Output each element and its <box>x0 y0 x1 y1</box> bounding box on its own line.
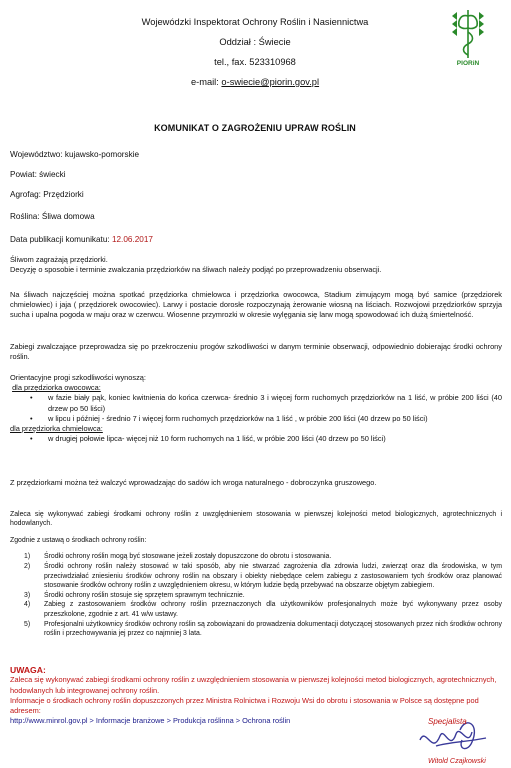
publication-date-field <box>10 235 153 244</box>
phone-fax: tel., fax. 523310968 <box>214 57 296 67</box>
intro-block <box>10 255 502 275</box>
threshold-item-2: • w lipcu i później - średnio 7 i więcej form ruchomych przędziorków na 1 liść , w próbie 200 liści (40 drzew po 50 liści) <box>30 413 428 423</box>
warning-line-2: Informacje o środkach ochrony roślin dopuszczonych przez Ministra Rolnictwa i Rozwoju Wsi do obrotu i stosowania w Polsce są dostępne pod adresem: <box>10 695 479 716</box>
email-link[interactable]: o-swiecie@piorin.gov.pl <box>221 77 320 87</box>
bullet-icon: • <box>30 393 33 403</box>
natural-enemy-paragraph <box>10 478 502 488</box>
description-paragraph <box>10 290 502 321</box>
warning-line-1: Zaleca się wykonywać zabiegi środkami ochrony roślin z uwzględnieniem stosowania w pierwszej kolejności metod biologicznych, agrotechnicznych, hodowlanych lub integrowanej ochrony roślin. <box>10 675 497 695</box>
law-item-4: 4) Zabieg z zastosowaniem środków ochrony roślin przeznaczonych dla użytkowników profesjonalnych może być wykonywany przez osoby przeszkolone, zgodnie z art. 41 w/w ustawy. <box>24 601 502 619</box>
email-label: e-mail: <box>190 77 222 87</box>
document-header <box>90 12 420 92</box>
publication-date-label: Data publikacji komunikatu: <box>10 235 112 244</box>
owocowiec-label: dla przędziorka owocowca: <box>12 383 101 393</box>
county-field: Powiat: świecki <box>10 170 66 179</box>
ministry-link[interactable]: http://www.minrol.gov.pl > Informacje branżowe > Produkcja roślinna > Ochrona roślin <box>10 716 291 726</box>
signature-role: Specjalista <box>428 717 467 726</box>
bullet-icon: • <box>30 434 33 444</box>
threshold-item-1: • w fazie biały pąk, koniec kwitnienia do końca czerwca- średnio 3 i więcej form ruchomych przędziorków na 1 liść, w próbie 200 liści (40 drzew po 50 liści) <box>30 393 502 413</box>
intro-line-1: Śliwom zagrażają przędziorki. <box>10 255 108 264</box>
law-item-3: 3) Środki ochrony roślin stosuje się sprzętem sprawnym technicznie. <box>24 591 245 599</box>
plant-field: Roślina: Śliwa domowa <box>10 212 95 221</box>
division-name: Oddział : Świecie <box>219 37 291 47</box>
org-name: Wojewódzki Inspektorat Ochrony Roślin i Nasiennictwa <box>141 17 369 27</box>
law-item-5: 5) Profesjonalni użytkownicy środków ochrony roślin są zobowiązani do prowadzenia dokumentacji dotyczącej stosowanych przez nich środków ochrony roślin i przechowywania jej przez co najmniej 3 lata. <box>24 620 502 638</box>
recommendations-subhead: Zgodnie z ustawą o środkach ochrony roślin: <box>10 536 147 544</box>
description-text: Na śliwach najczęściej można spotkać przędziorka chmielowca i przędziorka owocowca, Stadium zimującym mogą być samice (przędziorek chmielowiec) i jaja ( przędziorek owocowiec). Larwy i postacie dorosłe rozpoczynają żerowanie wiosną na liściach. Rozwojowi przędziorków sprzyja sucha i upalna pogoda w maju oraz w czerwcu. Wiosenne przymrozki w okresie wylęgania się larw mogą spowodować ich dużą śmiertelność. <box>10 290 502 320</box>
warning-label: UWAGA: <box>10 665 46 675</box>
piorin-logo-icon <box>443 8 493 66</box>
thresholds-section <box>10 373 502 444</box>
recommendations-text: Zaleca się wykonywać zabiegi środkami ochrony roślin z uwzględnieniem stosowania w pierwszej kolejności metod biologicznych, agrotechnicznych i hodowlanych. <box>10 510 502 528</box>
bullet-icon: • <box>30 413 33 423</box>
agrofag-field: Agrofag: Przędziorki <box>10 190 84 199</box>
thresholds-heading: Orientacyjne progi szkodliwości wynoszą: <box>10 373 146 382</box>
threshold-item-3: • w drugiej połowie lipca- więcej niż 10 form ruchomych na 1 liść, w próbie 200 liści (40 drzew po 50 liści) <box>30 434 386 444</box>
email-line <box>90 72 420 92</box>
recommendations-section <box>10 503 502 639</box>
voivodeship-field: Województwo: kujawsko-pomorskie <box>10 150 140 159</box>
law-item-2: 2) Środki ochrony roślin należy stosować w taki sposób, aby nie stwarzać zagrożenia dla zdrowia ludzi, zwierząt oraz dla środowiska, w tym przeciwdziałać zniesieniu środków ochrony roślin na obszary i obiekty niebędące celem zabiegu z zastosowaniem tych środków oraz planować stosowanie środków ochrony roślin z uwzględnieniem okresu, w którym ludzie będą przebywać na obszarze objętym zabiegiem. <box>24 563 502 590</box>
natural-enemy-text: Z przędziorkami można też walczyć wprowadzając do sadów ich wroga naturalnego - dobroczynka gruszowego. <box>10 478 377 487</box>
publication-date-value: 12.06.2017 <box>111 235 153 244</box>
intro-line-2: Decyzję o sposobie i terminie zwalczania przędziorków na śliwach należy podjąć po przeprowadzeniu obserwacji. <box>10 265 382 275</box>
signature-name: Witold Czajkowski <box>428 756 486 765</box>
treatment-text: Zabiegi zwalczające przeprowadza się po przekroczeniu progów szkodliwości w danym terminie obserwacji, odpowiednio dobierając środki ochrony roślin. <box>10 342 502 362</box>
document-title: KOMUNIKAT O ZAGROŻENIU UPRAW ROŚLIN <box>154 123 356 133</box>
chmielowiec-label: dla przędziorka chmielowca: <box>10 424 103 434</box>
law-item-1: 1) Środki ochrony roślin mogą być stosowane jeżeli zostały dopuszczone do obrotu i stosowania. <box>24 553 332 561</box>
treatment-paragraph <box>10 342 502 362</box>
logo-text: PIORiN <box>456 60 480 67</box>
